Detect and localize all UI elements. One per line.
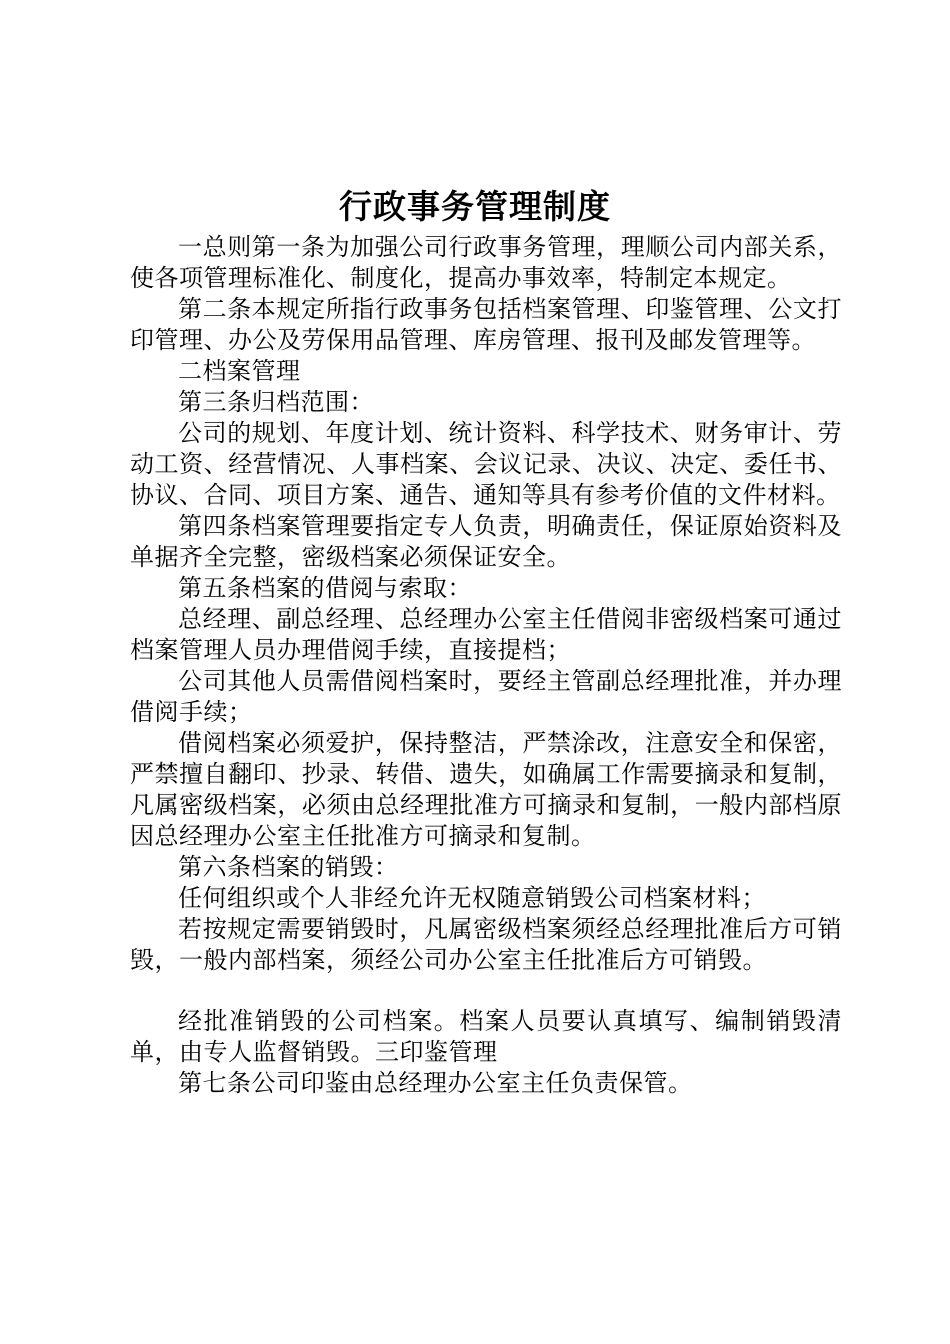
document-title: 行政事务管理制度: [339, 187, 611, 226]
paragraph: 总经理、副总经理、总经理办公室主任借阅非密级档案可通过档案管理人员办理借阅手续，直接提档；: [130, 605, 842, 664]
paragraph: 第四条档案管理要指定专人负责，明确责任，保证原始资料及单据齐全完整，密级档案必须保证安全。: [130, 512, 842, 571]
paragraph: 借阅档案必须爱护，保持整洁，严禁涂改，注意安全和保密，严禁擅自翻印、抄录、转借、遗失，如确属工作需要摘录和复制，凡属密级档案，必须由总经理批准方可摘录和复制，一般内部档原因总经理办公室主任批准方可摘录和复制。: [130, 729, 842, 850]
paragraph: 第三条归档范围：: [178, 388, 374, 416]
section-heading: 二档案管理: [178, 357, 301, 385]
paragraph: 经批准销毁的公司档案。档案人员要认真填写、编制销毁清单，由专人监督销毁。三印鉴管理: [130, 1007, 842, 1066]
paragraph: 若按规定需要销毁时，凡属密级档案须经总经理批准后方可销毁，一般内部档案，须经公司办公室主任批准后方可销毁。: [130, 915, 842, 974]
paragraph: 一总则第一条为加强公司行政事务管理，理顺公司内部关系，使各项管理标准化、制度化，提高办事效率，特制定本规定。: [130, 233, 842, 292]
paragraph: 第二条本规定所指行政事务包括档案管理、印鉴管理、公文打印管理、办公及劳保用品管理、库房管理、报刊及邮发管理等。: [130, 295, 842, 354]
paragraph: 第七条公司印鉴由总经理办公室主任负责保管。: [178, 1069, 693, 1097]
paragraph: 第五条档案的借阅与索取：: [178, 574, 472, 602]
paragraph: 任何组织或个人非经允许无权随意销毁公司档案材料；: [178, 884, 766, 912]
paragraph: 第六条档案的销毁：: [178, 853, 399, 881]
paragraph: 公司其他人员需借阅档案时，要经主管副总经理批准，并办理借阅手续；: [130, 667, 842, 726]
paragraph: 公司的规划、年度计划、统计资料、科学技术、财务审计、劳动工资、经营情况、人事档案、会议记录、决议、决定、委任书、协议、合同、项目方案、通告、通知等具有参考价值的文件材料。: [130, 419, 842, 509]
document-body: [130, 232, 842, 1099]
